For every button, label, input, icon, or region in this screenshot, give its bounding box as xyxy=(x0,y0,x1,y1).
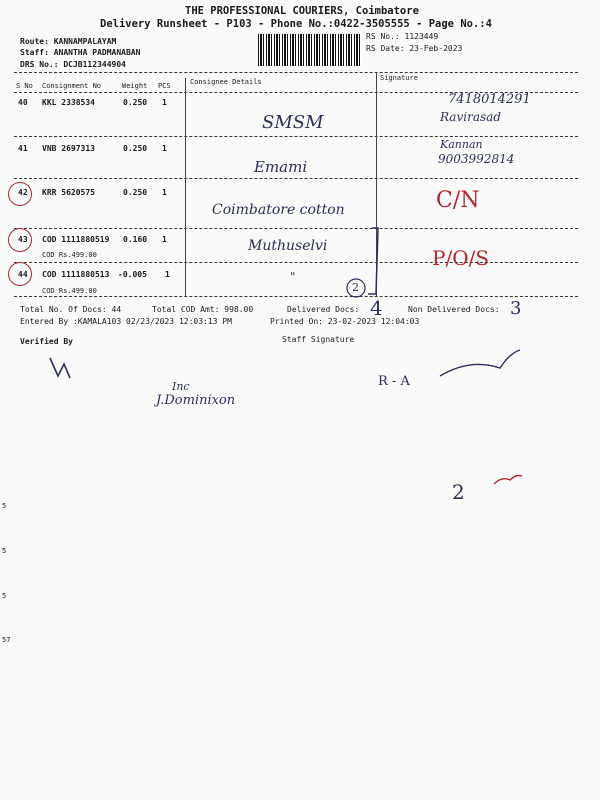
margin-mark: 5 xyxy=(2,502,7,510)
signature-cn: C/N xyxy=(436,188,480,213)
ditto-mark: " xyxy=(290,270,296,284)
signature: Kannan xyxy=(440,138,483,151)
consignee-handwriting: SMSM xyxy=(262,112,324,133)
delivered-docs: Delivered Docs: xyxy=(287,305,360,314)
row-weight: -0.005 xyxy=(118,270,147,279)
row-rule xyxy=(14,262,578,263)
total-cod: Total COD Amt: 998.00 xyxy=(152,305,254,314)
row-weight: 0.250 xyxy=(123,144,148,153)
name-hw: J.Dominixon xyxy=(156,393,236,408)
row-rule xyxy=(14,136,578,137)
row-sno: 42 xyxy=(18,188,28,197)
row-weight: 0.250 xyxy=(123,98,148,107)
bottom-number-hw: 2 xyxy=(452,480,465,504)
total-docs: Total No. Of Docs: 44 xyxy=(20,305,122,314)
staff-label: Staff: ANANTHA PADMANABAN xyxy=(20,48,141,57)
col-weight: Weight xyxy=(122,82,148,90)
non-delivered-docs: Non Delivered Docs: xyxy=(408,305,500,314)
row-rule xyxy=(14,228,578,229)
signature-phone: 9003992814 xyxy=(438,152,515,166)
printed-on: Printed On: 23-02-2023 12:04:03 xyxy=(270,317,420,326)
col-signature: Signature xyxy=(380,74,418,82)
rs-number: RS No.: 1123449 xyxy=(366,32,439,41)
signature: Ravirasad xyxy=(440,110,501,124)
column-divider xyxy=(185,78,186,296)
row-weight: 0.250 xyxy=(123,188,148,197)
row-sno: 44 xyxy=(18,270,28,279)
row-pcs: 1 xyxy=(162,98,167,107)
ra-hw: R - A xyxy=(378,374,410,389)
row-consignment: COD 1111880519 xyxy=(42,235,110,244)
initials-hw: Inc xyxy=(172,380,190,393)
row-pcs: 1 xyxy=(162,235,167,244)
signature-pos: P/O/S xyxy=(432,246,490,270)
margin-mark: 57 xyxy=(2,636,11,644)
non-delivered-count-hw: 3 xyxy=(510,298,522,319)
company-title: THE PROFESSIONAL COURIERS, Coimbatore xyxy=(185,5,419,17)
row-pcs: 1 xyxy=(162,144,167,153)
row-consignment: KKL 2338534 xyxy=(42,98,95,107)
row-sno: 43 xyxy=(18,235,28,244)
row-sno: 40 xyxy=(18,98,28,107)
consignee-handwriting: Coimbatore cotton xyxy=(212,202,345,218)
delivered-count-hw: 4 xyxy=(370,296,383,320)
signature-scribbles xyxy=(40,338,560,518)
col-pcs: PCS xyxy=(158,82,171,90)
entered-by: Entered By :KAMALA103 02/23/2023 12:03:13 PM xyxy=(20,317,232,326)
margin-mark: 5 xyxy=(2,592,7,600)
verified-by: Verified By xyxy=(20,337,73,346)
col-consignment: Consignment No xyxy=(42,82,102,90)
col-sno: S No xyxy=(16,82,33,90)
row-pcs: 1 xyxy=(165,270,170,279)
row-consignment: KRR 5620575 xyxy=(42,188,95,197)
row-cod: COD Rs.499.00 xyxy=(42,287,97,295)
row-consignment: COD 1111880513 xyxy=(42,270,110,279)
runsheet-subtitle: Delivery Runsheet - P103 - Phone No.:0422-3505555 - Page No.:4 xyxy=(100,18,492,30)
rs-date: RS Date: 23-Feb-2023 xyxy=(366,44,463,53)
consignee-handwriting: Muthuselvi xyxy=(248,238,328,254)
margin-mark: 5 xyxy=(2,547,7,555)
row-sno: 41 xyxy=(18,144,28,153)
barcode xyxy=(258,34,362,66)
row-cod: COD Rs.499.00 xyxy=(42,251,97,259)
col-consignee: Consignee Details xyxy=(190,78,262,86)
row-rule xyxy=(14,178,578,179)
route-label: Route: KANNAMPALAYAM xyxy=(20,37,117,46)
row-weight: 0.160 xyxy=(123,235,148,244)
signature-phone: 7418014291 xyxy=(448,92,531,107)
table-bottom-rule xyxy=(14,296,578,297)
drs-label: DRS No.: DCJB112344904 xyxy=(20,60,126,69)
circled-two: 2 xyxy=(352,281,359,294)
bracket-mark xyxy=(340,224,400,304)
consignee-handwriting: Emami xyxy=(254,158,308,176)
row-consignment: VNB 2697313 xyxy=(42,144,95,153)
row-pcs: 1 xyxy=(162,188,167,197)
table-top-rule xyxy=(14,72,578,73)
staff-signature-label: Staff Signature xyxy=(282,335,355,344)
